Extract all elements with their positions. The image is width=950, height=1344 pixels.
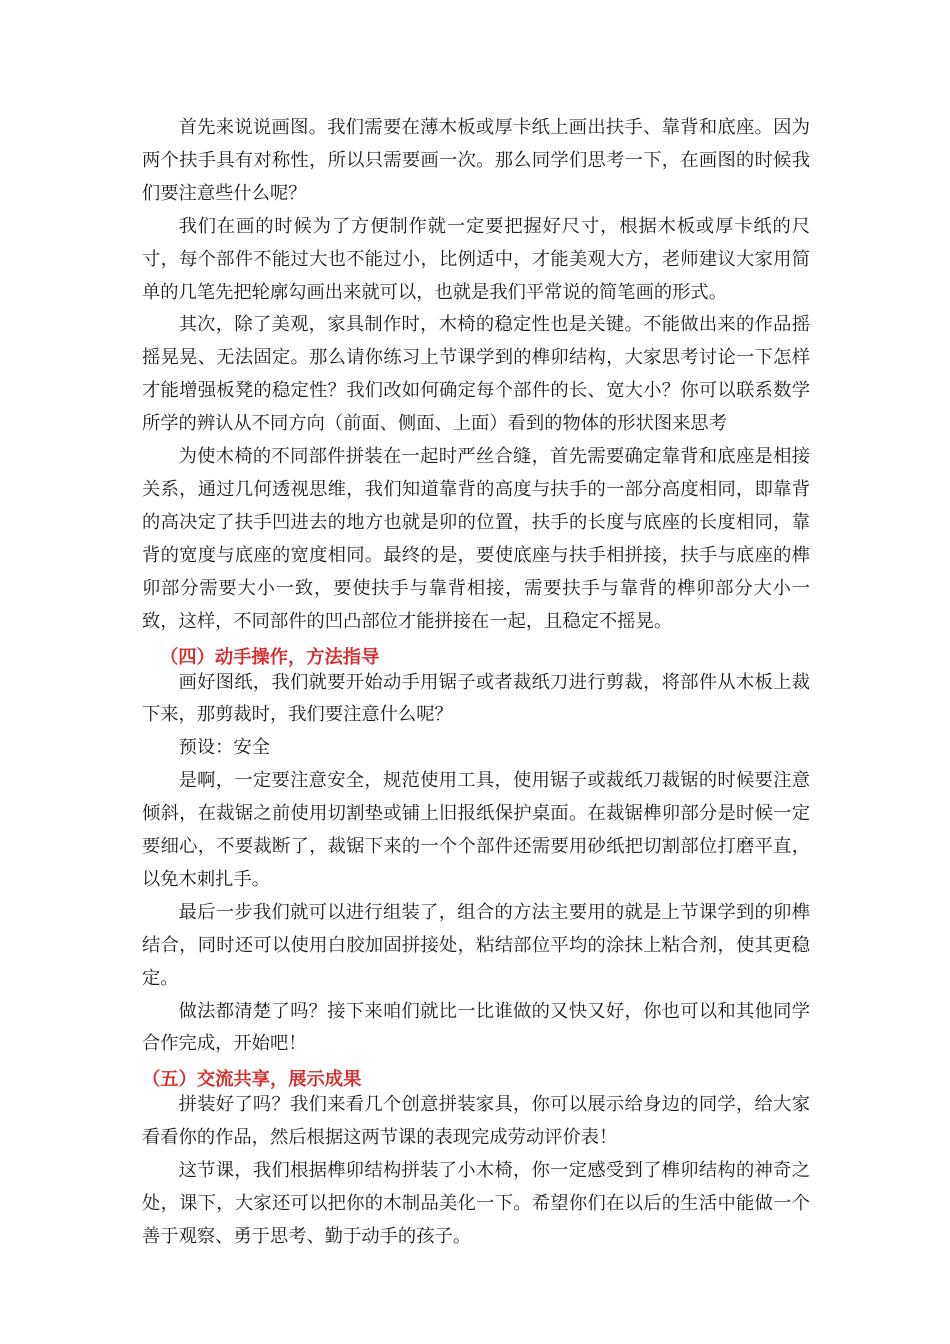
paragraph-assembly: 最后一步我们就可以进行组装了，组合的方法主要用的就是上节课学到的卯榫结合，同时还可以使用白胶加固拼接处，粘结部位平均的涂抹上粘合剂，使其更稳定。 <box>142 901 810 989</box>
paragraph-drawing-size: 我们在画的时候为了方便制作就一定要把握好尺寸，根据木板或厚卡纸的尺寸，每个部件不能过大也不能过小，比例适中，才能美观大方，老师建议大家用简单的几笔先把轮廓勾画出来就可以，也就是我们平常说的简笔画的形式。 <box>142 215 810 303</box>
paragraph-sharing: 拼装好了吗？我们来看几个创意拼装家具，你可以展示给身边的同学，给大家看看你的作品，然后根据这两节课的表现完成劳动评价表！ <box>142 1094 810 1149</box>
paragraph-start: 做法都清楚了吗？接下来咱们就比一比谁做的又快又好，你也可以和其他同学合作完成，开始吧！ <box>142 1000 810 1055</box>
paragraph-stability: 其次，除了美观，家具制作时，木椅的稳定性也是关键。不能做出来的作品摇摇晃晃、无法固定。那么请你练习上节课学到的榫卯结构，大家思考讨论一下怎样才能增强板凳的稳定性？我们改如何确定每个部件的长、宽大小？你可以联系数学所学的辨认从不同方向（前面、侧面、上面）看到的物体的形状图来思考 <box>142 314 810 435</box>
paragraph-drawing-intro: 首先来说说画图。我们需要在薄木板或厚卡纸上画出扶手、靠背和底座。因为两个扶手具有对称性，所以只需要画一次。那么同学们思考一下，在画图的时候我们要注意些什么呢？ <box>142 117 810 204</box>
paragraph-safety-detail: 是啊，一定要注意安全，规范使用工具，使用锯子或裁纸刀裁锯的时候要注意倾斜，在裁锯之前使用切割垫或铺上旧报纸保护桌面。在裁锯榫卯部分是时候一定要细心，不要裁断了，裁锯下来的一个个部件还需要用砂纸把切割部位打磨平直，以免木刺扎手。 <box>142 770 810 890</box>
paragraph-conclusion: 这节课，我们根据榫卯结构拼装了小木椅，你一定感受到了榫卯结构的神奇之处，课下，大家还可以把你的木制品美化一下。希望你们在以后的生活中能做一个善于观察、勇于思考、勤于动手的孩子。 <box>142 1160 810 1247</box>
paragraph-preset-safety: 预设：安全 <box>178 737 270 759</box>
paragraph-assembly-relation: 为使木椅的不同部件拼装在一起时严丝合缝，首先需要确定靠背和底座是相接关系，通过几何透视思维，我们知道靠背的高度与扶手的一部分高度相同，即靠背的高决定了扶手凹进去的地方也就是卯的位置，扶手的长度与底座的长度相同，靠背的宽度与底座的宽度相同。最终的是，要使底座与扶手相拼接，扶手与底座的榫卯部分需要大小一致，要使扶手与靠背相接，需要扶手与靠背的榫卯部分大小一致，这样，不同部件的凹凸部位才能拼接在一起，且稳定不摇晃。 <box>142 446 810 632</box>
section-heading-4: （四）动手操作，方法指导 <box>160 646 380 668</box>
paragraph-cutting: 画好图纸，我们就要开始动手用锯子或者裁纸刀进行剪裁，将部件从木板上裁下来，那剪裁时，我们要注意什么呢？ <box>142 671 810 726</box>
section-heading-5: （五）交流共享，展示成果 <box>142 1069 362 1091</box>
document-body <box>142 112 810 1254</box>
